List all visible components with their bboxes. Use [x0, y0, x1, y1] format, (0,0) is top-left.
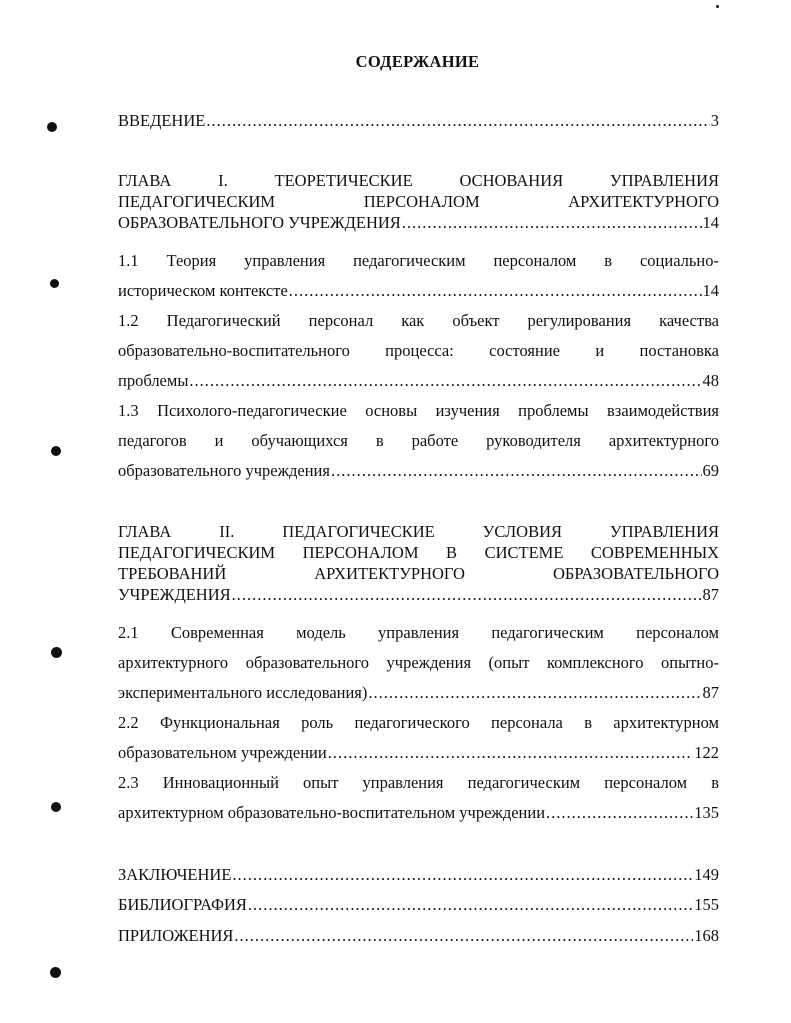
section-title-line: образовательного учреждения — [118, 461, 330, 480]
section-title-line: 1.3 Психолого-педагогические основы изучения проблемы взаимодействия — [118, 401, 719, 420]
section-title-line: проблемы — [118, 371, 189, 390]
toc-entry-intro[interactable] — [118, 106, 719, 136]
toc-entry-label: ВВЕДЕНИЕ — [118, 111, 206, 130]
toc-page-number: 135 — [694, 803, 719, 822]
section-title-line: 2.3 Инновационный опыт управления педагогическим персоналом в — [118, 773, 719, 792]
scan-mark — [51, 446, 61, 456]
toc-entry-conclusion[interactable] — [118, 860, 719, 890]
scan-mark — [51, 802, 61, 812]
toc-entry-bibliography[interactable] — [118, 890, 719, 920]
chapter-title-line: ГЛАВА II. ПЕДАГОГИЧЕСКИЕ УСЛОВИЯ УПРАВЛЕНИЯ — [118, 522, 719, 541]
toc-page-number: 149 — [694, 865, 719, 884]
section-title-line: 1.1 Теория управления педагогическим персоналом в социально- — [118, 251, 719, 270]
dot-leader — [402, 212, 702, 233]
chapter-title-line: ПЕДАГОГИЧЕСКИМ ПЕРСОНАЛОМ АРХИТЕКТУРНОГО — [118, 192, 719, 211]
toc-page-number: 87 — [702, 683, 719, 702]
dot-leader — [248, 890, 693, 920]
toc-entry-section-1-3[interactable] — [118, 396, 719, 486]
scan-mark — [716, 5, 719, 8]
toc-entry-section-1-2[interactable] — [118, 306, 719, 396]
dot-leader — [328, 738, 694, 768]
scan-mark — [50, 279, 59, 288]
section-title-line: 1.2 Педагогический персонал как объект регулирования качества — [118, 311, 719, 330]
section-title-line: экспериментального исследования) — [118, 683, 368, 702]
toc-entry-label: ПРИЛОЖЕНИЯ — [118, 926, 234, 945]
scan-mark — [51, 647, 62, 658]
toc-entry-section-2-2[interactable] — [118, 708, 719, 768]
dot-leader — [368, 678, 701, 708]
chapter-title-line: ГЛАВА I. ТЕОРЕТИЧЕСКИЕ ОСНОВАНИЯ УПРАВЛЕНИЯ — [118, 171, 719, 190]
dot-leader — [546, 798, 693, 828]
toc-page-number: 48 — [702, 371, 719, 390]
dot-leader — [232, 584, 702, 605]
toc-entry-appendix[interactable] — [118, 921, 719, 951]
toc-entry-section-2-3[interactable] — [118, 768, 719, 828]
dot-leader — [289, 276, 702, 306]
toc-page-number: 69 — [702, 461, 719, 480]
toc-page-number: 155 — [694, 895, 719, 914]
toc-entry-section-1-1[interactable] — [118, 246, 719, 306]
chapter-title-line: ТРЕБОВАНИЙ АРХИТЕКТУРНОГО ОБРАЗОВАТЕЛЬНОГО — [118, 564, 719, 583]
toc-entry-chapter-2[interactable] — [118, 521, 719, 605]
section-title-line: историческом контексте — [118, 281, 288, 300]
chapter-title-line: ОБРАЗОВАТЕЛЬНОГО УЧРЕЖДЕНИЯ — [118, 213, 401, 232]
section-title-line: образовательно-воспитательного процесса: состояние и постановка — [118, 341, 719, 360]
toc-entry-label: БИБЛИОГРАФИЯ — [118, 895, 247, 914]
toc-entry-label: ЗАКЛЮЧЕНИЕ — [118, 865, 232, 884]
section-title-line: образовательном учреждении — [118, 743, 327, 762]
section-title-line: педагогов и обучающихся в работе руководителя архитектурного — [118, 431, 719, 450]
dot-leader — [234, 921, 693, 951]
scan-mark — [47, 122, 57, 132]
section-title-line: 2.1 Современная модель управления педагогическим персоналом — [118, 623, 719, 642]
toc-page-number: 14 — [702, 213, 719, 232]
chapter-title-line: ПЕДАГОГИЧЕСКИМ ПЕРСОНАЛОМ В СИСТЕМЕ СОВРЕМЕННЫХ — [118, 543, 719, 562]
toc-page-number: 168 — [694, 926, 719, 945]
section-title-line: 2.2 Функциональная роль педагогического персонала в архитектурном — [118, 713, 719, 732]
toc-page-number: 87 — [702, 585, 719, 604]
dot-leader — [189, 366, 701, 396]
dot-leader — [232, 860, 693, 890]
toc-entry-chapter-1[interactable] — [118, 170, 719, 233]
section-title-line: архитектурного образовательного учреждения (опыт комплексного опытно- — [118, 653, 719, 672]
toc-entry-section-2-1[interactable] — [118, 618, 719, 708]
toc-page-number: 3 — [710, 111, 719, 130]
scan-mark — [50, 967, 61, 978]
dot-leader — [206, 106, 709, 136]
section-title-line: архитектурном образовательно-воспитательном учреждении — [118, 803, 546, 822]
page-title: СОДЕРЖАНИЕ — [355, 52, 480, 71]
toc-page-number: 122 — [694, 743, 719, 762]
chapter-title-line: УЧРЕЖДЕНИЯ — [118, 585, 231, 604]
dot-leader — [331, 456, 702, 486]
toc-page-number: 14 — [702, 281, 719, 300]
